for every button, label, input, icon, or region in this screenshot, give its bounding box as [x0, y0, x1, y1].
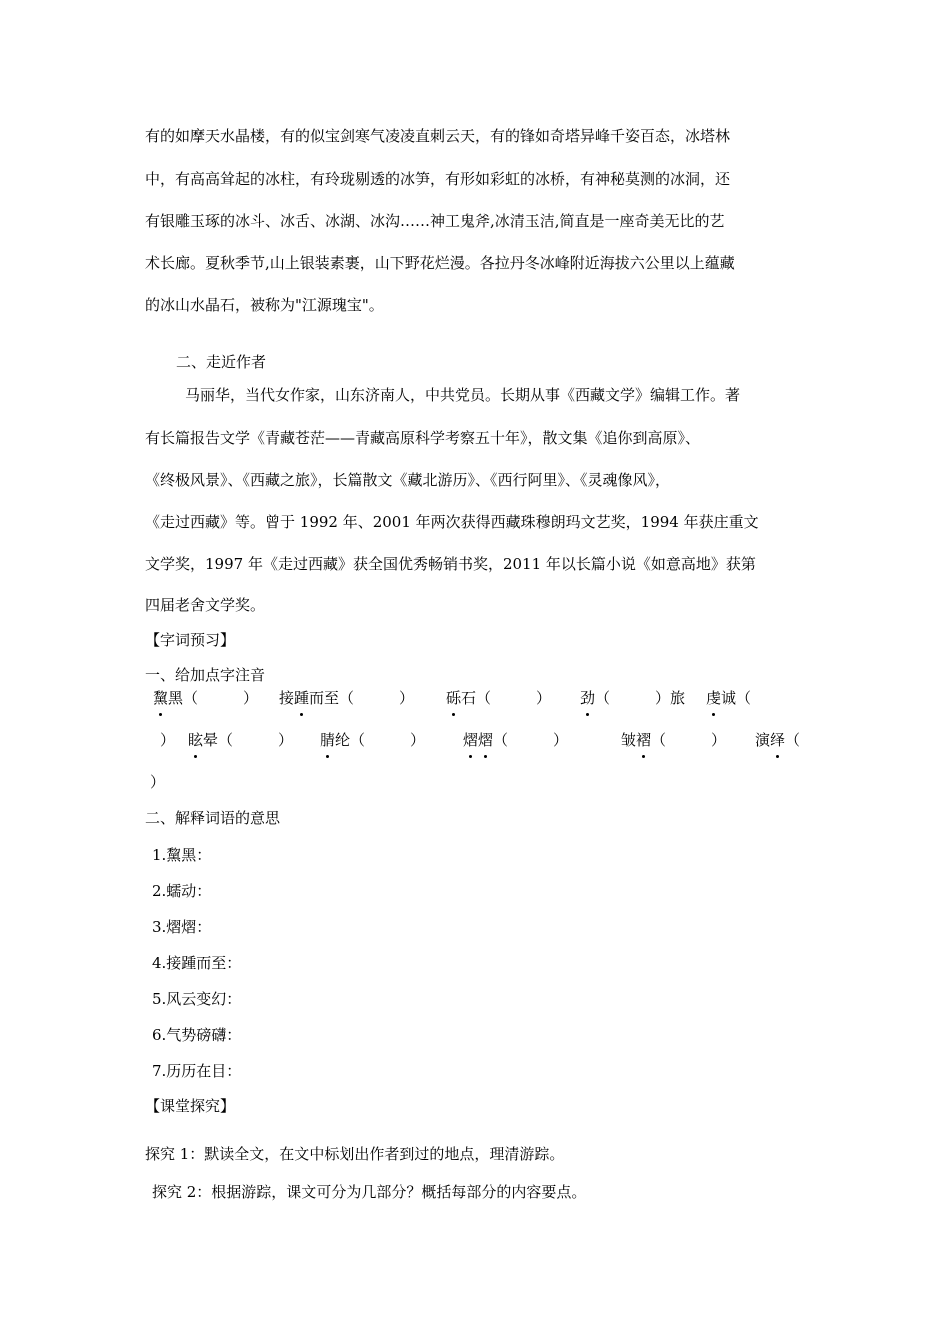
phonetic-item-jiezhongerzhi: 接踵而至（ ） — [279, 689, 415, 707]
author-line-2: 有长篇报告文学《青藏苍茫——青藏高原科学考察五十年》，散文集《追你到高原》、 — [145, 429, 701, 447]
vocab-item-5: 5.风云变幻： — [152, 990, 242, 1008]
vocab-item-3: 3.熠熠： — [152, 918, 212, 936]
author-line-5: 文学奖，1997 年《走过西藏》获全国优秀畅销书奖，2011 年以长篇小说《如意高地》获第 — [145, 555, 756, 573]
vocab-item-7: 7.历历在目： — [152, 1062, 242, 1080]
author-line-6: 四届老舍文学奖。 — [145, 596, 266, 614]
author-heading: 二、走近作者 — [176, 353, 267, 371]
intro-line-4: 术长廊。夏秋季节,山上银装素裹，山下野花烂漫。各拉丹冬冰峰附近海拔六公里以上蕴藏 — [145, 254, 735, 272]
explore-question-1: 探究 1：默读全文，在文中标划出作者到过的地点，理清游踪。 — [145, 1145, 565, 1163]
author-line-4: 《走过西藏》等。曾于 1992 年、2001 年两次获得西藏珠穆朗玛文艺奖，1994 年获庄重文 — [145, 513, 759, 531]
phonetic-item-yanyi: 演绎（ — [755, 731, 801, 749]
vocab-item-6: 6.气势磅礴： — [152, 1026, 242, 1044]
vocab-item-1: 1.黧黑： — [152, 846, 212, 864]
phonetic-item-lihei: 黧黑（ ） — [153, 689, 259, 707]
phonetic-item-qiancheng: 虔诚（ — [706, 689, 752, 707]
vocab-question-2-title: 二、解释词语的意思 — [145, 809, 281, 827]
vocab-item-2: 2.蠕动： — [152, 882, 212, 900]
vocab-question-1-title: 一、给加点字注音 — [145, 666, 266, 684]
phonetic-item-zhouzhe: 皱褶（ ） — [621, 731, 727, 749]
intro-line-2: 中，有高高耸起的冰柱，有玲珑剔透的冰笋，有形如彩虹的冰桥，有神秘莫测的冰洞，还 — [145, 170, 731, 188]
author-line-1: 马丽华，当代女作家，山东济南人，中共党员。长期从事《西藏文学》编辑工作。著 — [185, 386, 741, 404]
phonetic-item-jinglv: 劲（ ）旅 — [580, 689, 686, 707]
explore-question-2: 探究 2：根据游踪，课文可分为几部分？概括每部分的内容要点。 — [152, 1183, 587, 1201]
phonetic-item-lishi: 砾石（ ） — [446, 689, 552, 707]
author-line-3: 《终极风景》、《西藏之旅》，长篇散文《藏北游历》、《西行阿里》、《灵魂像风》， — [145, 471, 671, 489]
vocab-title: 【字词预习】 — [145, 631, 236, 649]
phonetic-item-jinglun: 腈纶（ ） — [320, 731, 426, 749]
intro-line-3: 有银雕玉琢的冰斗、冰舌、冰湖、冰沟……神工鬼斧,冰清玉洁,简直是一座奇美无比的艺 — [145, 212, 725, 230]
explore-title: 【课堂探究】 — [145, 1097, 236, 1115]
phonetic-item-yiyi: 熠熠（ ） — [463, 731, 569, 749]
phonetic-paren-close: ） — [160, 731, 176, 749]
vocab-item-4: 4.接踵而至： — [152, 954, 242, 972]
intro-line-5: 的冰山水晶石，被称为"江源瑰宝"。 — [145, 296, 384, 314]
phonetic-paren-close-end: ） — [150, 773, 166, 791]
phonetic-item-xuanyun: 眩晕（ ） — [188, 731, 294, 749]
intro-line-1: 有的如摩天水晶楼，有的似宝剑寒气凌凌直刺云天，有的锋如奇塔异峰千姿百态，冰塔林 — [145, 127, 731, 145]
